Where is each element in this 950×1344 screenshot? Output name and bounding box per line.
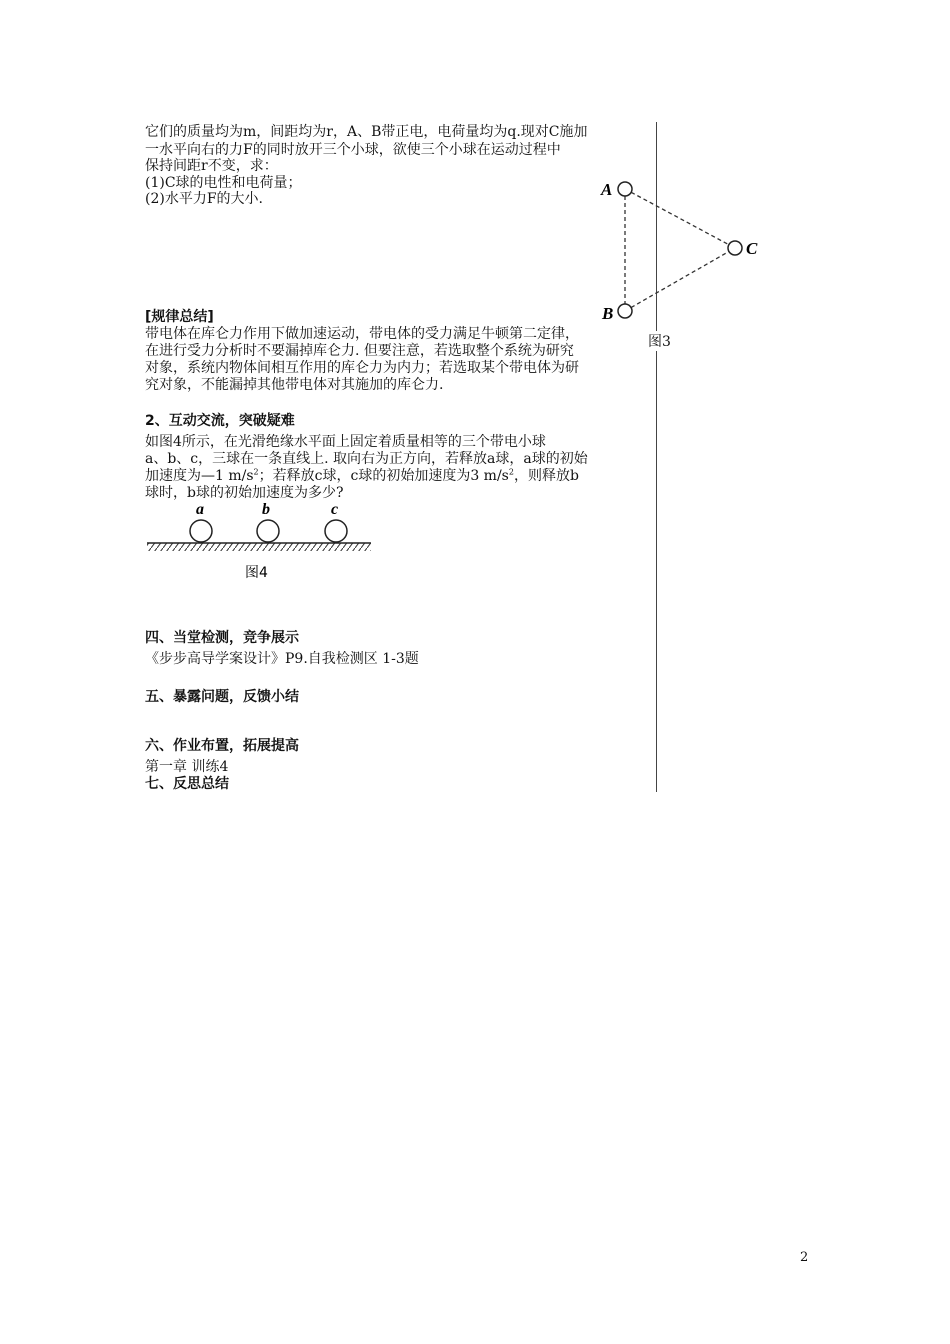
ball-b xyxy=(618,304,632,318)
dashed-edge-bc xyxy=(625,248,735,311)
problem-line-1: 它们的质量均为m，间距均为r，A、B带正电，电荷量均为q.现对C施加 xyxy=(145,124,588,140)
figure-3-triangle xyxy=(596,172,766,324)
label-c: c xyxy=(331,501,339,518)
problem-line-4: (1)C球的电性和电荷量； xyxy=(145,175,302,191)
ball-a xyxy=(190,520,212,542)
page-number: 2 xyxy=(800,1250,809,1265)
section-2-heading: 2、互动交流，突破疑难 xyxy=(145,413,295,429)
squared-superscript-1: 2 xyxy=(253,467,259,477)
rule-summary-line-2: 在进行受力分析时不要漏掉库仑力. 但要注意，若选取整个系统为研究 xyxy=(145,343,574,359)
section-2-line-3c: ，则释放b xyxy=(513,468,579,484)
figure-4-balls xyxy=(145,500,373,584)
section-4-text: 《步步高导学案设计》P9.自我检测区 1-3题 xyxy=(145,651,419,667)
problem-line-3: 保持间距r不变，求： xyxy=(145,158,278,174)
dashed-edge-ac xyxy=(625,189,735,248)
label-c: C xyxy=(746,239,758,258)
rule-summary-line-4: 究对象，不能漏掉其他带电体对其施加的库仑力. xyxy=(145,377,444,393)
section-2-line-2: a、b、c，三球在一条直线上. 取向右为正方向，若释放a球，a球的初始 xyxy=(145,451,588,467)
section-2-line-4: 球时，b球的初始加速度为多少? xyxy=(145,485,344,501)
section-4-heading: 四、当堂检测，竞争展示 xyxy=(145,630,299,646)
ball-c xyxy=(325,520,347,542)
section-6-heading: 六、作业布置，拓展提高 xyxy=(145,738,299,754)
label-a: a xyxy=(196,501,204,518)
section-6-text: 第一章 训练4 xyxy=(145,759,229,775)
rule-summary-line-1: 带电体在库仑力作用下做加速运动，带电体的受力满足牛顿第二定律， xyxy=(145,326,579,342)
problem-line-2: 一水平向右的力F的同时放开三个小球，欲使三个小球在运动过程中 xyxy=(145,142,561,158)
figure-3-caption: 图3 xyxy=(648,331,671,351)
section-7-heading: 七、反思总结 xyxy=(145,776,229,792)
label-b: B xyxy=(602,304,614,323)
label-b: b xyxy=(262,501,270,518)
rule-summary-line-3: 对象，系统内物体间相互作用的库仑力为内力；若选取某个带电体为研 xyxy=(145,360,579,376)
section-5-heading: 五、暴露问题，反馈小结 xyxy=(145,689,299,705)
section-2-line-3a: 加速度为—1 m/s xyxy=(145,468,254,484)
problem-line-5: (2)水平力F的大小. xyxy=(145,191,263,207)
section-2-line-3b: ；若释放c球，c球的初始加速度为3 m/s xyxy=(258,468,509,484)
ball-c xyxy=(728,241,742,255)
ground-hatch xyxy=(147,543,371,551)
ball-a xyxy=(618,182,632,196)
ball-b xyxy=(257,520,279,542)
label-a: A xyxy=(601,180,613,199)
section-2-line-3 xyxy=(145,468,579,484)
squared-superscript-2: 2 xyxy=(508,467,514,477)
rule-summary-heading: [规律总结] xyxy=(145,309,214,325)
section-2-line-1: 如图4所示，在光滑绝缘水平面上固定着质量相等的三个带电小球 xyxy=(145,434,546,450)
figure-4-caption: 图4 xyxy=(245,565,268,581)
